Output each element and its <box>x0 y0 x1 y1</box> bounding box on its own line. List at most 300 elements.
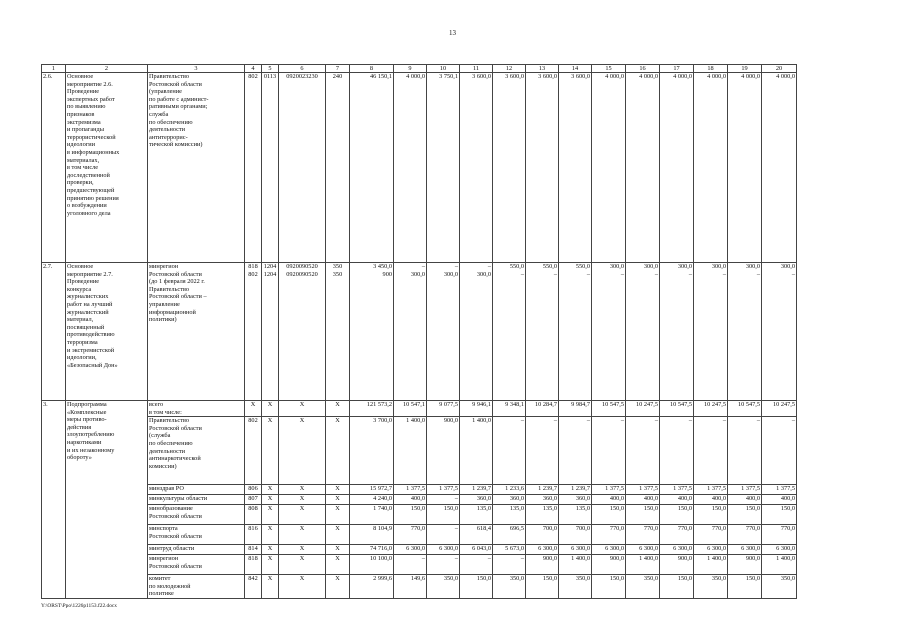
measure-name-line: террористической <box>67 133 116 141</box>
amount-cell <box>694 545 728 555</box>
amount-cell <box>728 263 762 401</box>
target-article-cell <box>279 545 326 555</box>
amount-cell <box>660 545 694 555</box>
executor-line: (управление <box>149 88 182 96</box>
amount-value: 150,0 <box>443 505 458 513</box>
amount-value: 770,0 <box>780 525 795 533</box>
amount-cell <box>592 263 626 401</box>
executor-line: Ростовской области <box>149 80 202 88</box>
amount-cell <box>350 417 394 485</box>
expense-type: X <box>335 485 340 493</box>
target-article: X <box>299 555 305 563</box>
amount-value: 770,0 <box>410 525 425 533</box>
amount-value: – <box>520 270 524 278</box>
amount-cell <box>728 555 762 575</box>
section-code: 0113 <box>263 73 277 80</box>
executor-cell <box>148 505 245 525</box>
header-cell: 14 <box>559 65 592 73</box>
amount-value: 618,4 <box>476 525 491 533</box>
amount-cell <box>592 417 626 485</box>
target-article: X <box>299 417 305 425</box>
amount-cell <box>427 555 460 575</box>
amount-cell <box>493 505 526 525</box>
expense-type: X <box>335 545 340 553</box>
amount-cell <box>460 401 493 417</box>
amount-value: – <box>454 495 458 503</box>
executor-cell <box>148 73 245 263</box>
measure-name-line: журналистских <box>67 293 109 301</box>
amount-value: 360,0 <box>575 495 590 503</box>
expense-type-cell <box>326 417 350 485</box>
executor-line: минтруд области <box>149 545 195 553</box>
measure-name-line: Подпрограмма <box>67 401 107 408</box>
amount-cell <box>660 263 694 401</box>
executor-line: тической комиссии) <box>149 141 203 149</box>
grbs-code: 806 <box>248 485 258 493</box>
amount-value: – <box>487 263 491 270</box>
executor-line: комиссии) <box>149 462 177 470</box>
section-code-cell <box>262 545 279 555</box>
measure-name-line: работ на лучший <box>67 300 113 308</box>
amount-cell <box>762 575 797 599</box>
amount-cell <box>350 555 394 575</box>
amount-cell <box>626 525 660 545</box>
amount-cell <box>427 545 460 555</box>
measure-name-line: материал, <box>67 316 94 324</box>
amount-cell <box>660 525 694 545</box>
header-cell: 15 <box>592 65 626 73</box>
amount-value: 6 300,0 <box>538 545 557 553</box>
expense-type-cell <box>326 485 350 495</box>
amount-value: – <box>421 263 425 270</box>
grbs-code-cell <box>245 495 262 505</box>
executor-line: Ростовской области <box>149 424 202 432</box>
amount-value: 550,0 <box>542 263 557 270</box>
executor-cell <box>148 263 245 401</box>
executor-line: Ростовской области <box>149 512 202 520</box>
amount-value: 696,5 <box>509 525 524 533</box>
amount-value: 1 400,0 <box>472 417 491 425</box>
measure-name-line: Основное <box>67 73 94 80</box>
executor-line: информационной <box>149 308 196 316</box>
amount-value: 3 600,0 <box>472 73 491 80</box>
amount-cell <box>526 73 559 263</box>
grbs-code-cell <box>245 485 262 495</box>
executor-cell <box>148 545 245 555</box>
amount-cell <box>762 73 797 263</box>
grbs-code-cell <box>245 575 262 599</box>
amount-value: 400,0 <box>711 495 726 503</box>
amount-value: 900,0 <box>609 555 624 563</box>
target-article-cell <box>279 525 326 545</box>
row-number: 3. <box>43 401 48 408</box>
expense-type-cell <box>326 575 350 599</box>
amount-value: 300,0 <box>745 263 760 270</box>
amount-cell <box>762 401 797 417</box>
amount-cell <box>427 525 460 545</box>
header-cell: 8 <box>350 65 394 73</box>
amount-value: – <box>688 270 692 278</box>
amount-value: 400,0 <box>780 495 795 503</box>
amount-value: 700,0 <box>542 525 557 533</box>
amount-cell <box>694 555 728 575</box>
amount-value: 10 247,5 <box>772 401 795 408</box>
header-cell: 3 <box>148 65 245 73</box>
amount-cell <box>626 417 660 485</box>
amount-value: – <box>520 555 524 563</box>
amount-cell <box>394 575 427 599</box>
executor-line: деятельности <box>149 447 186 455</box>
amount-cell <box>460 485 493 495</box>
amount-value: 15 972,7 <box>369 485 392 493</box>
executor-line: (служба <box>149 432 171 440</box>
amount-value: 550,0 <box>575 263 590 270</box>
amount-value: 3 600,0 <box>571 73 590 80</box>
measure-name-line: и экстремистской <box>67 346 115 354</box>
amount-value: 350,0 <box>575 575 590 583</box>
row-number-cell <box>42 401 66 599</box>
section-code-cell <box>262 555 279 575</box>
amount-cell <box>592 545 626 555</box>
amount-value: 1 233,6 <box>505 485 524 493</box>
amount-value: 1 377,5 <box>439 485 458 493</box>
target-article: 0920090520 <box>286 263 318 270</box>
amount-value: 4 000,0 <box>741 73 760 80</box>
amount-cell <box>350 401 394 417</box>
grbs-code: X <box>250 401 256 408</box>
amount-value: 770,0 <box>711 525 726 533</box>
amount-cell <box>762 495 797 505</box>
amount-value: 1 740,0 <box>373 505 392 513</box>
measure-name-line: уголовного дела <box>67 209 111 217</box>
amount-cell <box>694 73 728 263</box>
amount-cell <box>762 505 797 525</box>
grbs-code: 814 <box>248 545 258 553</box>
target-article: X <box>299 485 305 493</box>
amount-cell <box>559 525 592 545</box>
amount-cell <box>728 525 762 545</box>
grbs-code: 818 <box>248 263 258 270</box>
expense-type-cell <box>326 525 350 545</box>
grbs-code: 807 <box>248 495 258 503</box>
amount-cell <box>592 505 626 525</box>
amount-cell <box>626 575 660 599</box>
grbs-code-cell <box>245 545 262 555</box>
amount-cell <box>493 555 526 575</box>
amount-value: 6 300,0 <box>571 545 590 553</box>
amount-value: – <box>520 417 524 425</box>
target-article: X <box>299 545 305 553</box>
amount-cell <box>694 505 728 525</box>
target-article: X <box>299 505 305 513</box>
grbs-code-cell <box>245 505 262 525</box>
amount-value: – <box>487 555 491 563</box>
amount-value: – <box>553 270 557 278</box>
executor-cell <box>148 495 245 505</box>
measure-name-line: проверки, <box>67 179 94 187</box>
measure-name-line: идеологии, <box>67 354 97 362</box>
amount-value: 1 239,7 <box>538 485 557 493</box>
amount-cell <box>427 73 460 263</box>
amount-cell <box>427 575 460 599</box>
section-code-cell <box>262 73 279 263</box>
amount-value: 10 284,7 <box>534 401 557 408</box>
grbs-code: 808 <box>248 505 258 513</box>
section-code-cell <box>262 263 279 401</box>
amount-cell <box>559 485 592 495</box>
amount-cell <box>350 505 394 525</box>
amount-cell <box>660 401 694 417</box>
target-article-cell <box>279 555 326 575</box>
header-cell: 16 <box>626 65 660 73</box>
amount-cell <box>493 263 526 401</box>
amount-cell <box>526 505 559 525</box>
amount-cell <box>394 545 427 555</box>
section-code: X <box>267 485 273 493</box>
amount-cell <box>660 417 694 485</box>
measure-name-line: «Комплексные <box>67 408 107 416</box>
amount-value: 4 000,0 <box>776 73 795 80</box>
amount-cell <box>394 525 427 545</box>
amount-value: 150,0 <box>711 505 726 513</box>
executor-line: политике <box>149 590 174 598</box>
amount-cell <box>394 505 427 525</box>
amount-value: 150,0 <box>677 505 692 513</box>
expense-type: X <box>335 505 340 513</box>
amount-value: 1 377,5 <box>673 485 692 493</box>
executor-line: минздрав РО <box>149 485 184 493</box>
amount-value: 900,0 <box>677 555 692 563</box>
amount-value: 1 400,0 <box>707 555 726 563</box>
header-cell: 18 <box>694 65 728 73</box>
amount-value: – <box>454 525 458 533</box>
measure-name-line: Проведение <box>67 278 100 286</box>
amount-cell <box>559 73 592 263</box>
target-article-cell <box>279 495 326 505</box>
amount-value: 900 <box>382 270 392 278</box>
amount-value: 1 239,7 <box>472 485 491 493</box>
amount-cell <box>592 575 626 599</box>
header-cell: 10 <box>427 65 460 73</box>
row-number: 2.7. <box>43 263 53 270</box>
amount-cell <box>626 73 660 263</box>
amount-value: – <box>756 270 760 278</box>
amount-value: 770,0 <box>745 525 760 533</box>
amount-cell <box>626 485 660 495</box>
amount-value: 300,0 <box>643 263 658 270</box>
amount-cell <box>694 485 728 495</box>
amount-value: 74 716,0 <box>369 545 392 553</box>
target-article-cell <box>279 73 326 263</box>
amount-cell <box>394 73 427 263</box>
amount-value: 300,0 <box>711 263 726 270</box>
measure-name-line: действия <box>67 423 92 431</box>
target-article: 0920090520 <box>286 270 318 278</box>
amount-cell <box>660 505 694 525</box>
expense-type: X <box>335 417 340 425</box>
executor-line: Правительство <box>149 417 190 425</box>
measure-name-line: в информационных <box>67 148 120 156</box>
amount-value: 149,6 <box>410 575 425 583</box>
section-code-cell <box>262 417 279 485</box>
amount-value: 150,0 <box>542 575 557 583</box>
amount-value: 770,0 <box>643 525 658 533</box>
amount-cell <box>350 545 394 555</box>
amount-value: 4 240,0 <box>373 495 392 503</box>
amount-cell <box>762 417 797 485</box>
section-code: X <box>267 505 273 513</box>
amount-value: 9 984,7 <box>571 401 590 408</box>
header-cell: 2 <box>66 65 148 73</box>
amount-cell <box>762 263 797 401</box>
amount-value: 121 573,2 <box>366 401 392 408</box>
measure-name-line: терроризма <box>67 338 98 346</box>
measure-name-line: меры противо- <box>67 416 107 424</box>
section-code-cell <box>262 505 279 525</box>
amount-value: 350,0 <box>780 575 795 583</box>
amount-value: 700,0 <box>575 525 590 533</box>
measure-name-line: Проведение <box>67 88 100 96</box>
amount-value: – <box>586 270 590 278</box>
amount-cell <box>350 525 394 545</box>
executor-cell <box>148 555 245 575</box>
amount-cell <box>626 401 660 417</box>
amount-cell <box>559 401 592 417</box>
amount-value: 10 247,5 <box>635 401 658 408</box>
expense-type-cell <box>326 555 350 575</box>
amount-value: 1 377,5 <box>605 485 624 493</box>
amount-value: 150,0 <box>643 505 658 513</box>
amount-value: 6 043,0 <box>472 545 491 553</box>
amount-cell <box>728 417 762 485</box>
amount-cell <box>626 545 660 555</box>
amount-value: 3 750,1 <box>439 73 458 80</box>
amount-cell <box>559 417 592 485</box>
amount-value: – <box>654 270 658 278</box>
table-row <box>42 263 797 401</box>
amount-cell <box>526 525 559 545</box>
grbs-code: 802 <box>248 417 258 425</box>
measure-name-line: конкурса <box>67 285 92 293</box>
measure-name-line: и их незаконному <box>67 446 115 454</box>
amount-cell <box>728 495 762 505</box>
executor-line: Правительство <box>149 285 190 293</box>
amount-cell <box>592 555 626 575</box>
table-row <box>42 401 797 417</box>
amount-cell <box>460 555 493 575</box>
amount-value: 6 300,0 <box>707 545 726 553</box>
amount-cell <box>762 525 797 545</box>
amount-cell <box>460 495 493 505</box>
amount-cell <box>526 545 559 555</box>
expense-type-cell <box>326 545 350 555</box>
amount-cell <box>493 485 526 495</box>
amount-cell <box>728 575 762 599</box>
header-cell: 17 <box>660 65 694 73</box>
amount-cell <box>460 525 493 545</box>
amount-cell <box>427 485 460 495</box>
amount-value: 900,0 <box>745 555 760 563</box>
target-article: 0920023230 <box>286 73 318 80</box>
executor-line: Ростовской области <box>149 532 202 540</box>
expense-type-cell <box>326 263 350 401</box>
amount-cell <box>526 485 559 495</box>
measure-name-line: противодействию <box>67 331 115 339</box>
measure-name-line: Основное <box>67 263 94 270</box>
measure-name-line: материалах, <box>67 156 100 164</box>
amount-cell <box>728 485 762 495</box>
target-article-cell <box>279 575 326 599</box>
amount-cell <box>626 555 660 575</box>
expense-type: X <box>335 401 340 408</box>
target-article-cell <box>279 417 326 485</box>
measure-name-line: предшествующей <box>67 186 115 194</box>
expense-type-cell <box>326 401 350 417</box>
executor-line: по молодежной <box>149 582 191 590</box>
target-article: X <box>299 495 305 503</box>
amount-value: 350,0 <box>509 575 524 583</box>
section-code: X <box>267 417 273 425</box>
amount-value: 10 547,1 <box>402 401 425 408</box>
table-row <box>42 485 797 495</box>
amount-value: 400,0 <box>410 495 425 503</box>
executor-line: минспорта <box>149 525 178 533</box>
executor-line: Ростовской области <box>149 270 202 278</box>
amount-cell <box>526 495 559 505</box>
table-row <box>42 555 797 575</box>
measure-name-line: обороту» <box>67 454 92 462</box>
amount-value: 4 000,0 <box>707 73 726 80</box>
amount-value: 4 000,0 <box>406 73 425 80</box>
amount-cell <box>394 263 427 401</box>
amount-value: – <box>654 417 658 425</box>
amount-value: 300,0 <box>677 263 692 270</box>
executor-line: минкультуры области <box>149 495 208 503</box>
amount-value: 900,0 <box>542 555 557 563</box>
amount-value: 400,0 <box>643 495 658 503</box>
amount-value: – <box>586 417 590 425</box>
amount-value: 1 400,0 <box>639 555 658 563</box>
table-row <box>42 505 797 525</box>
header-cell: 12 <box>493 65 526 73</box>
amount-value: 6 300,0 <box>439 545 458 553</box>
amount-cell <box>728 505 762 525</box>
header-cell: 9 <box>394 65 427 73</box>
amount-value: 135,0 <box>509 505 524 513</box>
page-number: 13 <box>449 29 456 37</box>
amount-value: 135,0 <box>476 505 491 513</box>
amount-value: 4 000,0 <box>673 73 692 80</box>
section-code: X <box>267 545 273 553</box>
table-row <box>42 525 797 545</box>
header-cell: 4 <box>245 65 262 73</box>
target-article: X <box>299 575 305 583</box>
amount-cell <box>526 555 559 575</box>
amount-value: 1 377,5 <box>406 485 425 493</box>
measure-name-line: мероприятие 2.6. <box>67 80 113 88</box>
amount-value: 360,0 <box>509 495 524 503</box>
grbs-code-cell <box>245 401 262 417</box>
executor-line: (до 1 февраля 2022 г. <box>149 278 205 286</box>
expense-type: 240 <box>332 73 343 80</box>
amount-value: 135,0 <box>575 505 590 513</box>
executor-line: Ростовской области – <box>149 293 207 301</box>
amount-value: – <box>454 263 458 270</box>
amount-value: 150,0 <box>780 505 795 513</box>
amount-cell <box>493 73 526 263</box>
amount-value: 300,0 <box>609 263 624 270</box>
grbs-code: 802 <box>248 270 258 278</box>
